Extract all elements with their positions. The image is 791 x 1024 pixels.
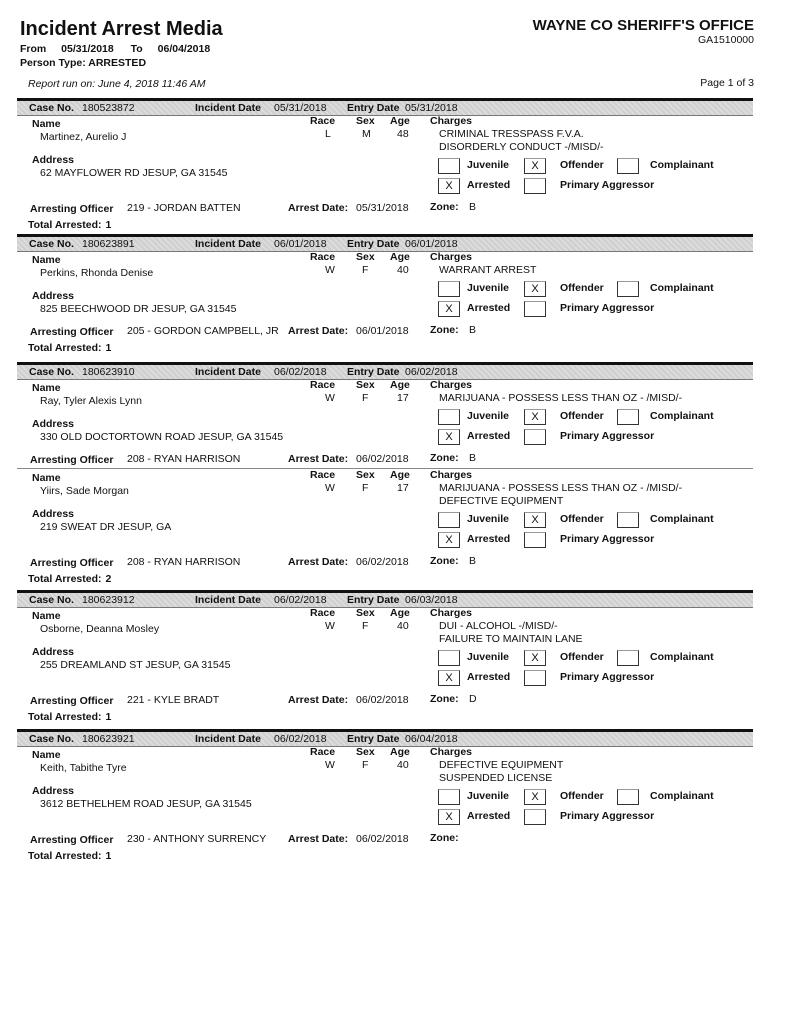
total-arrested-value: 1 xyxy=(105,342,112,354)
incident-date-label: Incident Date xyxy=(195,594,261,606)
page-number: Page 1 of 3 xyxy=(700,77,754,89)
address-value: 330 OLD DOCTORTOWN ROAD JESUP, GA 31545 xyxy=(40,431,284,443)
charges-label: Charges xyxy=(430,607,473,619)
offender-label: Offender xyxy=(560,513,604,525)
name-label: Name xyxy=(32,118,61,130)
race-value: W xyxy=(325,264,335,276)
age-value: 17 xyxy=(397,392,409,404)
case-no-label: Case No. xyxy=(29,733,74,745)
person-name: Perkins, Rhonda Denise xyxy=(40,267,154,279)
charge-item: MARIJUANA - POSSESS LESS THAN OZ - /MISD/- xyxy=(439,482,683,494)
charges-label: Charges xyxy=(430,379,473,391)
arrest-date-value: 06/02/2018 xyxy=(356,556,409,568)
juvenile-checkbox[interactable] xyxy=(438,281,460,297)
case-no-label: Case No. xyxy=(29,366,74,378)
offender-checkbox[interactable]: X xyxy=(524,512,546,528)
complainant-label: Complainant xyxy=(650,410,714,422)
address-label: Address xyxy=(32,290,75,302)
case-header-bar xyxy=(17,98,753,116)
juvenile-checkbox[interactable] xyxy=(438,512,460,528)
charge-item: WARRANT ARREST xyxy=(439,264,537,276)
zone-label: Zone: xyxy=(430,555,459,567)
arrest-date-value: 05/31/2018 xyxy=(356,202,409,214)
case-block xyxy=(17,362,753,585)
case-header-bar xyxy=(17,234,753,252)
arrested-label: Arrested xyxy=(467,671,511,683)
to-date: 06/04/2018 xyxy=(157,43,211,55)
offender-checkbox[interactable]: X xyxy=(524,281,546,297)
primary-aggressor-checkbox[interactable] xyxy=(524,532,546,548)
juvenile-label: Juvenile xyxy=(467,159,510,171)
case-no-value: 180623912 xyxy=(82,594,135,606)
arrest-date-label: Arrest Date: xyxy=(288,325,349,337)
charge-item: SUSPENDED LICENSE xyxy=(439,772,553,784)
case-no-label: Case No. xyxy=(29,238,74,250)
complainant-checkbox[interactable] xyxy=(617,512,639,528)
arresting-officer-value: 208 - RYAN HARRISON xyxy=(127,556,241,568)
total-arrested-label: Total Arrested: xyxy=(28,711,102,723)
total-arrested-label: Total Arrested: xyxy=(28,850,102,862)
address-value: 219 SWEAT DR JESUP, GA xyxy=(40,521,172,533)
arresting-officer-label: Arresting Officer xyxy=(30,203,114,215)
case-block xyxy=(17,234,753,354)
sex-value: F xyxy=(362,759,369,771)
zone-value: B xyxy=(469,201,477,213)
offender-label: Offender xyxy=(560,282,604,294)
name-label: Name xyxy=(32,472,61,484)
race-label: Race xyxy=(310,379,336,391)
arresting-officer-label: Arresting Officer xyxy=(30,557,114,569)
total-arrested xyxy=(28,342,111,354)
case-header-bar xyxy=(17,590,753,608)
report-run-on: Report run on: June 4, 2018 11:46 AM xyxy=(28,78,206,90)
incident-date-value: 05/31/2018 xyxy=(274,102,327,114)
case-block xyxy=(17,590,753,723)
complainant-label: Complainant xyxy=(650,513,714,525)
entry-date-value: 06/01/2018 xyxy=(405,238,458,250)
from-date: 05/31/2018 xyxy=(61,43,114,55)
charge-item: DEFECTIVE EQUIPMENT xyxy=(439,759,564,771)
entry-date-value: 06/02/2018 xyxy=(405,366,458,378)
arrested-checkbox[interactable]: X xyxy=(438,809,460,825)
total-arrested-label: Total Arrested: xyxy=(28,573,102,585)
sex-value: F xyxy=(362,482,369,494)
juvenile-label: Juvenile xyxy=(467,513,510,525)
arresting-officer-label: Arresting Officer xyxy=(30,326,114,338)
incident-date-value: 06/02/2018 xyxy=(274,594,327,606)
sex-value: F xyxy=(362,264,369,276)
sex-label: Sex xyxy=(356,115,375,127)
agency-name: WAYNE CO SHERIFF'S OFFICE xyxy=(532,17,754,34)
age-label: Age xyxy=(390,115,410,127)
name-label: Name xyxy=(32,382,61,394)
case-no-value: 180623910 xyxy=(82,366,135,378)
charge-item: FAILURE TO MAINTAIN LANE xyxy=(439,633,583,645)
zone-label: Zone: xyxy=(430,832,459,844)
race-label: Race xyxy=(310,607,336,619)
case-no-value: 180623921 xyxy=(82,733,135,745)
address-value: 825 BEECHWOOD DR JESUP, GA 31545 xyxy=(40,303,237,315)
arrest-date-label: Arrest Date: xyxy=(288,202,349,214)
primary-aggressor-checkbox[interactable] xyxy=(524,429,546,445)
person-name: Osborne, Deanna Mosley xyxy=(40,623,160,635)
arrest-date-value: 06/02/2018 xyxy=(356,453,409,465)
arrested-checkbox[interactable]: X xyxy=(438,532,460,548)
age-label: Age xyxy=(390,379,410,391)
name-label: Name xyxy=(32,610,61,622)
person-name: Keith, Tabithe Tyre xyxy=(40,762,127,774)
offender-checkbox[interactable]: X xyxy=(524,158,546,174)
total-arrested-value: 1 xyxy=(105,219,112,231)
arrested-label: Arrested xyxy=(467,302,511,314)
case-no-label: Case No. xyxy=(29,102,74,114)
offender-checkbox[interactable]: X xyxy=(524,650,546,666)
case-header-bar xyxy=(17,729,753,747)
total-arrested xyxy=(28,850,111,862)
race-label: Race xyxy=(310,746,336,758)
incident-date-label: Incident Date xyxy=(195,102,261,114)
arrest-date-value: 06/01/2018 xyxy=(356,325,409,337)
primary-aggressor-label: Primary Aggressor xyxy=(560,810,655,822)
zone-value: B xyxy=(469,324,477,336)
to-label: To xyxy=(130,43,143,55)
arresting-officer-label: Arresting Officer xyxy=(30,454,114,466)
address-label: Address xyxy=(32,785,75,797)
incident-date-value: 06/02/2018 xyxy=(274,366,327,378)
charges-label: Charges xyxy=(430,746,473,758)
age-label: Age xyxy=(390,251,410,263)
primary-aggressor-label: Primary Aggressor xyxy=(560,302,655,314)
arresting-officer-value: 230 - ANTHONY SURRENCY xyxy=(127,833,267,845)
zone-value: B xyxy=(469,555,477,567)
arrested-checkbox[interactable]: X xyxy=(438,178,460,194)
offender-checkbox[interactable]: X xyxy=(524,789,546,805)
age-label: Age xyxy=(390,469,410,481)
primary-aggressor-label: Primary Aggressor xyxy=(560,533,655,545)
arresting-officer-label: Arresting Officer xyxy=(30,695,114,707)
incident-date-value: 06/02/2018 xyxy=(274,733,327,745)
total-arrested-value: 1 xyxy=(105,850,112,862)
zone-label: Zone: xyxy=(430,201,459,213)
date-range xyxy=(20,43,210,55)
offender-checkbox[interactable]: X xyxy=(524,409,546,425)
complainant-label: Complainant xyxy=(650,651,714,663)
person-name: Yiirs, Sade Morgan xyxy=(40,485,129,497)
total-arrested xyxy=(28,711,111,723)
total-arrested xyxy=(28,573,111,585)
primary-aggressor-checkbox[interactable] xyxy=(524,301,546,317)
age-label: Age xyxy=(390,607,410,619)
person-name: Martinez, Aurelio J xyxy=(40,131,127,143)
race-label: Race xyxy=(310,115,336,127)
name-label: Name xyxy=(32,749,61,761)
entry-date-label: Entry Date xyxy=(347,102,400,114)
zone-label: Zone: xyxy=(430,693,459,705)
charge-item: DUI - ALCOHOL -/MISD/- xyxy=(439,620,558,632)
total-arrested xyxy=(28,219,111,231)
primary-aggressor-checkbox[interactable] xyxy=(524,178,546,194)
incident-date-label: Incident Date xyxy=(195,238,261,250)
entry-date-label: Entry Date xyxy=(347,733,400,745)
charges-label: Charges xyxy=(430,251,473,263)
juvenile-label: Juvenile xyxy=(467,410,510,422)
zone-label: Zone: xyxy=(430,324,459,336)
case-no-value: 180523872 xyxy=(82,102,135,114)
arrested-label: Arrested xyxy=(467,430,511,442)
case-no-label: Case No. xyxy=(29,594,74,606)
name-label: Name xyxy=(32,254,61,266)
zone-value: D xyxy=(469,693,477,705)
age-value: 40 xyxy=(397,620,409,632)
total-arrested-label: Total Arrested: xyxy=(28,219,102,231)
from-label: From xyxy=(20,43,47,55)
person-name: Ray, Tyler Alexis Lynn xyxy=(40,395,142,407)
arrested-label: Arrested xyxy=(467,533,511,545)
incident-date-value: 06/01/2018 xyxy=(274,238,327,250)
address-value: 255 DREAMLAND ST JESUP, GA 31545 xyxy=(40,659,231,671)
complainant-checkbox[interactable] xyxy=(617,158,639,174)
offender-label: Offender xyxy=(560,790,604,802)
age-value: 17 xyxy=(397,482,409,494)
juvenile-checkbox[interactable] xyxy=(438,789,460,805)
total-arrested-label: Total Arrested: xyxy=(28,342,102,354)
report-title: Incident Arrest Media xyxy=(20,18,223,40)
arresting-officer-value: 205 - GORDON CAMPBELL, JR xyxy=(127,325,279,337)
sex-label: Sex xyxy=(356,746,375,758)
sex-label: Sex xyxy=(356,379,375,391)
case-no-value: 180623891 xyxy=(82,238,135,250)
juvenile-label: Juvenile xyxy=(467,651,510,663)
case-block xyxy=(17,729,753,862)
sex-label: Sex xyxy=(356,607,375,619)
primary-aggressor-label: Primary Aggressor xyxy=(560,179,655,191)
entry-date-label: Entry Date xyxy=(347,366,400,378)
arrest-date-value: 06/02/2018 xyxy=(356,694,409,706)
race-value: W xyxy=(325,759,335,771)
age-value: 40 xyxy=(397,759,409,771)
arrested-checkbox[interactable]: X xyxy=(438,301,460,317)
offender-label: Offender xyxy=(560,159,604,171)
age-label: Age xyxy=(390,746,410,758)
arresting-officer-label: Arresting Officer xyxy=(30,834,114,846)
primary-aggressor-label: Primary Aggressor xyxy=(560,671,655,683)
arrest-date-value: 06/02/2018 xyxy=(356,833,409,845)
total-arrested-value: 2 xyxy=(105,573,112,585)
juvenile-checkbox[interactable] xyxy=(438,650,460,666)
complainant-label: Complainant xyxy=(650,790,714,802)
address-label: Address xyxy=(32,646,75,658)
juvenile-checkbox[interactable] xyxy=(438,409,460,425)
arrested-checkbox[interactable]: X xyxy=(438,670,460,686)
complainant-checkbox[interactable] xyxy=(617,281,639,297)
entry-date-value: 06/04/2018 xyxy=(405,733,458,745)
sex-value: M xyxy=(362,128,371,140)
case-header-bar xyxy=(17,362,753,380)
offender-label: Offender xyxy=(560,651,604,663)
arrest-date-label: Arrest Date: xyxy=(288,833,349,845)
charge-item: CRIMINAL TRESSPASS F.V.A. xyxy=(439,128,584,140)
complainant-checkbox[interactable] xyxy=(617,409,639,425)
age-value: 40 xyxy=(397,264,409,276)
charge-item: MARIJUANA - POSSESS LESS THAN OZ - /MISD/- xyxy=(439,392,683,404)
zone-label: Zone: xyxy=(430,452,459,464)
complainant-label: Complainant xyxy=(650,159,714,171)
sex-value: F xyxy=(362,620,369,632)
agency-ori: GA1510000 xyxy=(697,34,754,46)
primary-aggressor-checkbox[interactable] xyxy=(524,670,546,686)
incident-date-label: Incident Date xyxy=(195,733,261,745)
address-label: Address xyxy=(32,508,75,520)
arrested-label: Arrested xyxy=(467,810,511,822)
arrested-checkbox[interactable]: X xyxy=(438,429,460,445)
race-value: L xyxy=(325,128,331,140)
entry-date-value: 05/31/2018 xyxy=(405,102,458,114)
address-label: Address xyxy=(32,154,75,166)
primary-aggressor-label: Primary Aggressor xyxy=(560,430,655,442)
sex-value: F xyxy=(362,392,369,404)
sex-label: Sex xyxy=(356,469,375,481)
sex-label: Sex xyxy=(356,251,375,263)
primary-aggressor-checkbox[interactable] xyxy=(524,809,546,825)
charges-label: Charges xyxy=(430,115,473,127)
juvenile-label: Juvenile xyxy=(467,790,510,802)
arresting-officer-value: 208 - RYAN HARRISON xyxy=(127,453,241,465)
race-value: W xyxy=(325,482,335,494)
race-label: Race xyxy=(310,469,336,481)
offender-label: Offender xyxy=(560,410,604,422)
address-label: Address xyxy=(32,418,75,430)
arrest-date-label: Arrest Date: xyxy=(288,453,349,465)
race-value: W xyxy=(325,392,335,404)
person-type: Person Type: ARRESTED xyxy=(20,57,147,69)
total-arrested-value: 1 xyxy=(105,711,112,723)
complainant-label: Complainant xyxy=(650,282,714,294)
address-value: 62 MAYFLOWER RD JESUP, GA 31545 xyxy=(40,167,228,179)
case-block xyxy=(17,98,753,231)
complainant-checkbox[interactable] xyxy=(617,789,639,805)
entry-date-label: Entry Date xyxy=(347,238,400,250)
age-value: 48 xyxy=(397,128,409,140)
arrested-label: Arrested xyxy=(467,179,511,191)
charges-label: Charges xyxy=(430,469,473,481)
incident-date-label: Incident Date xyxy=(195,366,261,378)
entry-date-value: 06/03/2018 xyxy=(405,594,458,606)
race-label: Race xyxy=(310,251,336,263)
charge-item: DISORDERLY CONDUCT -/MISD/- xyxy=(439,141,604,153)
arresting-officer-value: 219 - JORDAN BATTEN xyxy=(127,202,241,214)
juvenile-label: Juvenile xyxy=(467,282,510,294)
complainant-checkbox[interactable] xyxy=(617,650,639,666)
charge-item: DEFECTIVE EQUIPMENT xyxy=(439,495,564,507)
arrest-date-label: Arrest Date: xyxy=(288,556,349,568)
juvenile-checkbox[interactable] xyxy=(438,158,460,174)
race-value: W xyxy=(325,620,335,632)
arrest-date-label: Arrest Date: xyxy=(288,694,349,706)
person-separator xyxy=(17,468,753,469)
entry-date-label: Entry Date xyxy=(347,594,400,606)
arresting-officer-value: 221 - KYLE BRADT xyxy=(127,694,220,706)
zone-value: B xyxy=(469,452,477,464)
address-value: 3612 BETHELHEM ROAD JESUP, GA 31545 xyxy=(40,798,252,810)
